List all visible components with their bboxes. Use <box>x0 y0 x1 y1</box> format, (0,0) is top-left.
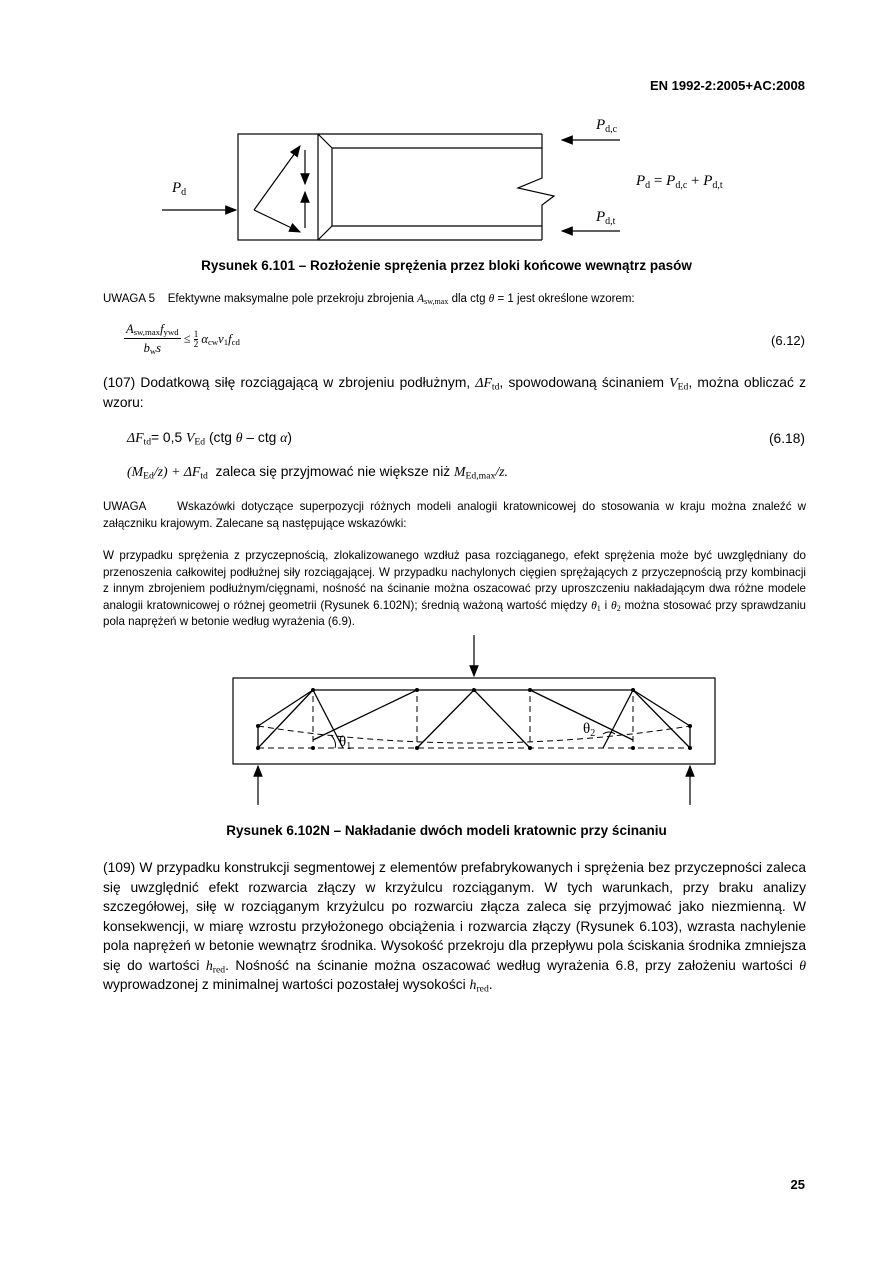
theta1-label: $\theta_1$ <box>339 734 352 752</box>
equation-6-12: $A_{sw,max}f_{ywd}$ $b_ws$ ≤ $\frac{1}{2}$ $\alpha_{cw}\nu_1f_{cd}$ <box>126 322 240 357</box>
paragraph-109: (109) W przypadku konstrukcji segmentowej z elementów prefabrykowanych i sprężenia bez przyczepności zaleca się uwzględnić efekt rozwarcia złączy w krzyżulcu rozciąganym. W tych warunkach, przy braku analizy szczegółowej, siłę w rozciąganym krzyżulcu po rozwarciu złącza zaleca się przyjmować jako niezmienną. W konsekwencji, w miarę wzrostu przyłożonego obciążenia i rozwarcia złączy (Rysunek 6.103), wzrasta nachylenie pola naprężeń w betonie wewnątrz środnika. Wysokość przekroju dla przepływu pola ściskania środnika zmniejsza się do wartości $h_{red}$. Nośność na ścinanie można oszacować według wyrażenia 6.8, przy założeniu wartości θ wyprowadzonej z minimalnej wartości pozostałej wysokości $h_{red}$. <box>103 860 806 995</box>
equation-6-12-number: (6.12) <box>771 333 805 348</box>
pd-label: $P_d$ <box>172 180 187 198</box>
truss-nodes <box>256 688 692 750</box>
end-block-outline <box>238 134 554 240</box>
figure-6-101-caption: Rysunek 6.101 – Rozłożenie sprężenia przez bloki końcowe wewnątrz pasów <box>201 258 692 273</box>
document-standard-id: EN 1992-2:2005+AC:2008 <box>649 78 805 93</box>
figure-6-102n-caption: Rysunek 6.102N – Nakładanie dwóch modeli kratownic przy ścinaniu <box>226 823 667 838</box>
theta2-label: $\theta_2$ <box>583 721 596 739</box>
tensile-force-limit: $(M_{Ed}/z) + \Delta F_{td}$ zaleca się przyjmować nie większe niż $M_{Ed,max}/z$. <box>127 464 508 482</box>
paragraph-107: (107) Dodatkową siłę rozciągającą w zbrojeniu podłużnym, $\Delta F_{td}$, spowodowaną ścinaniem $V_{Ed}$, można obliczać z wzoru: <box>103 375 806 410</box>
note-national-annex: UWAGA Wskazówki dotyczące superpozycji różnych modeli analogii kratownicowej do stosowania w kraju można znaleźć w załączniku krajowym. Zalecane są następujące wskazówki: <box>103 500 807 530</box>
pdc-label: $P_{d,c}$ <box>596 117 618 135</box>
figure-6-101-end-block <box>150 110 770 250</box>
strut-triangle <box>254 146 300 232</box>
theta1-arc <box>331 735 336 748</box>
theta2-arc <box>603 732 615 734</box>
pd-sum-equation: $P_d = P_{d,c} + P_{d,t}$ <box>636 173 723 191</box>
equation-6-18-number: (6.18) <box>768 431 805 446</box>
note-5: UWAGA 5 Efektywne maksymalne pole przekroju zbrojenia $A_{sw,max}$ dla ctg θ = 1 jest określone wzorem: <box>103 293 635 306</box>
figure-6-102n-truss-models <box>225 630 725 815</box>
page-number: 25 <box>790 1177 805 1192</box>
pdt-label: $P_{d,t}$ <box>596 209 616 227</box>
equation-6-18: $\Delta F_{td}= 0,5$ $V_{Ed}$ (ctg θ – ctg α) <box>127 430 293 448</box>
truss-model-1 <box>258 690 690 748</box>
prestress-paragraph: W przypadku sprężenia z przyczepnością, zlokalizowanego wzdłuż pasa rozciąganego, efekt sprężenia może być uwzględniany do przenoszenia całkowitej podłużnej siły rozciągającej. W przypadku nachylonych cięgien sprężających z przyczepnością przy kombinacji z innym zbrojeniem podłużnym/cięgnami, nośność na ścinanie można oszacować przy uproszczeniu nakładającym dwa różne modele analogii kratownicowej o różnej geometrii (Rysunek 6.102N); średnią ważoną wartość między $\theta_1$ i $\theta_2$ można stosować przy sprawdzaniu pola naprężeń w betonie według wyrażenia (6.9). <box>103 549 806 628</box>
